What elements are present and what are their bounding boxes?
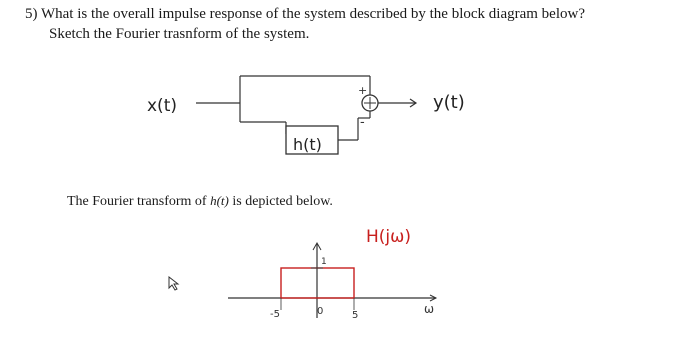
- plot-title: H(jω): [366, 227, 412, 247]
- fourier-sentence-after: is depicted below.: [228, 194, 333, 209]
- mouse-cursor-icon: [168, 276, 182, 292]
- tick-neg5: -5: [270, 309, 280, 320]
- question-line-1: 5) What is the overall impulse response of the system described by the block diagram below?: [25, 6, 585, 22]
- input-label: x(t): [147, 96, 177, 116]
- block-label: h(t): [293, 135, 322, 154]
- fourier-sentence-before: The Fourier transform of: [67, 194, 211, 209]
- axis-omega-label: ω: [424, 302, 435, 316]
- summer-minus-sign: -: [360, 115, 365, 130]
- tick-0: 0: [317, 306, 324, 317]
- fourier-sentence: [67, 193, 333, 210]
- summer-plus-sign: +: [358, 84, 368, 97]
- fourier-sentence-symbol: h(t): [210, 193, 229, 208]
- height-label: 1: [321, 257, 327, 267]
- question-line-2: Sketch the Fourier trasnform of the system.: [49, 26, 310, 42]
- output-label: y(t): [433, 92, 465, 113]
- tick-5: 5: [352, 310, 359, 321]
